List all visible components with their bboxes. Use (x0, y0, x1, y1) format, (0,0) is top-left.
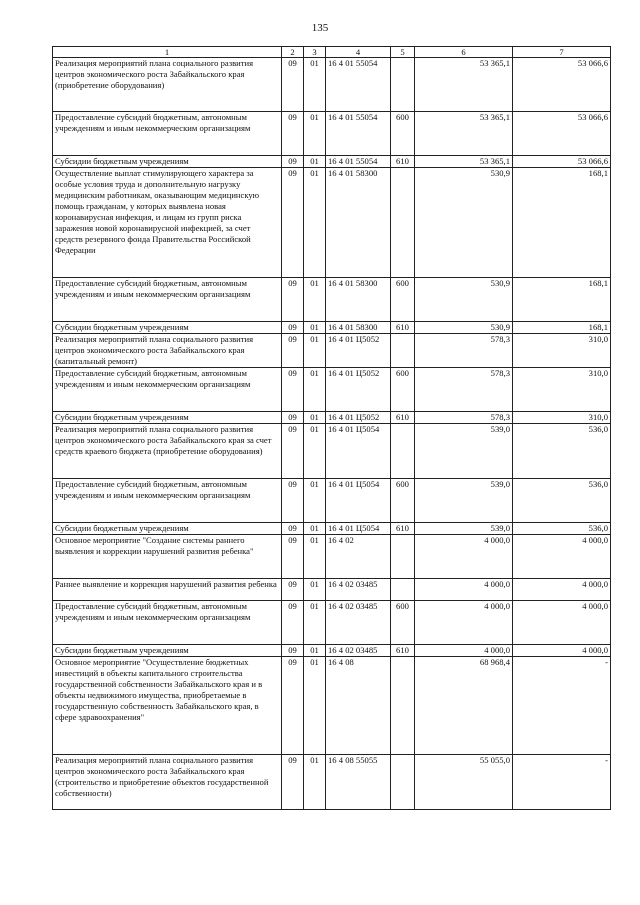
row-amount-2: 168,1 (513, 278, 611, 322)
row-expense-type: 600 (391, 112, 415, 156)
row-target-code: 16 4 02 03485 (326, 579, 391, 601)
row-amount-2: 310,0 (513, 412, 611, 424)
row-amount-2: - (513, 755, 611, 810)
row-amount-1: 53 365,1 (415, 112, 513, 156)
row-target-code: 16 4 01 Ц5052 (326, 412, 391, 424)
row-amount-2: 168,1 (513, 168, 611, 278)
table-row (53, 168, 611, 278)
row-name: Реализация мероприятий плана социального развития центров экономического роста Забайкальского края (приобретение оборудования) (53, 58, 282, 112)
row-amount-2: 53 066,6 (513, 156, 611, 168)
row-section: 09 (282, 755, 304, 810)
table-row (53, 657, 611, 755)
row-subsection: 01 (304, 657, 326, 755)
row-subsection: 01 (304, 479, 326, 523)
row-name: Реализация мероприятий плана социального развития центров экономического роста Забайкальского края (строительство и приобретение объектов государственной собственности) (53, 755, 282, 810)
row-name: Предоставление субсидий бюджетным, автономным учреждениям и иным некоммерческим организациям (53, 368, 282, 412)
table-row (53, 579, 611, 601)
row-section: 09 (282, 58, 304, 112)
row-amount-1: 530,9 (415, 322, 513, 334)
row-target-code: 16 4 01 Ц5054 (326, 424, 391, 479)
row-name: Предоставление субсидий бюджетным, автономным учреждениям и иным некоммерческим организациям (53, 278, 282, 322)
row-subsection: 01 (304, 579, 326, 601)
table-row (53, 479, 611, 523)
budget-table (52, 46, 611, 810)
row-amount-1: 4 000,0 (415, 579, 513, 601)
row-target-code: 16 4 01 58300 (326, 168, 391, 278)
row-section: 09 (282, 334, 304, 368)
row-name: Реализация мероприятий плана социального развития центров экономического роста Забайкальского края за счет средств краевого бюджета (приобретение оборудования) (53, 424, 282, 479)
header-col-1: 1 (53, 47, 282, 58)
row-expense-type: 610 (391, 156, 415, 168)
row-amount-2: 4 000,0 (513, 535, 611, 579)
header-col-6: 6 (415, 47, 513, 58)
row-name: Субсидии бюджетным учреждениям (53, 322, 282, 334)
row-section: 09 (282, 112, 304, 156)
row-target-code: 16 4 01 55054 (326, 156, 391, 168)
table-row (53, 156, 611, 168)
row-section: 09 (282, 368, 304, 412)
row-section: 09 (282, 278, 304, 322)
row-expense-type: 600 (391, 601, 415, 645)
row-target-code: 16 4 02 (326, 535, 391, 579)
row-name: Предоставление субсидий бюджетным, автономным учреждениям и иным некоммерческим организациям (53, 601, 282, 645)
row-subsection: 01 (304, 412, 326, 424)
row-expense-type: 600 (391, 479, 415, 523)
row-section: 09 (282, 156, 304, 168)
row-amount-2: 310,0 (513, 334, 611, 368)
row-name: Субсидии бюджетным учреждениям (53, 156, 282, 168)
row-name: Субсидии бюджетным учреждениям (53, 523, 282, 535)
row-section: 09 (282, 645, 304, 657)
row-expense-type: 600 (391, 278, 415, 322)
row-subsection: 01 (304, 523, 326, 535)
row-amount-2: 310,0 (513, 368, 611, 412)
row-name: Субсидии бюджетным учреждениям (53, 645, 282, 657)
row-amount-1: 4 000,0 (415, 601, 513, 645)
row-subsection: 01 (304, 278, 326, 322)
row-expense-type (391, 755, 415, 810)
row-section: 09 (282, 579, 304, 601)
row-subsection: 01 (304, 645, 326, 657)
row-target-code: 16 4 01 Ц5052 (326, 368, 391, 412)
table-row (53, 334, 611, 368)
row-subsection: 01 (304, 535, 326, 579)
row-amount-2: 4 000,0 (513, 601, 611, 645)
row-amount-2: 53 066,6 (513, 112, 611, 156)
row-target-code: 16 4 02 03485 (326, 645, 391, 657)
table-row (53, 278, 611, 322)
table-row (53, 58, 611, 112)
row-section: 09 (282, 535, 304, 579)
row-subsection: 01 (304, 601, 326, 645)
row-section: 09 (282, 479, 304, 523)
row-amount-2: 536,0 (513, 424, 611, 479)
row-amount-2: 53 066,6 (513, 58, 611, 112)
row-target-code: 16 4 01 55054 (326, 58, 391, 112)
row-section: 09 (282, 322, 304, 334)
row-section: 09 (282, 424, 304, 479)
page-number: 135 (311, 22, 329, 34)
header-col-4: 4 (326, 47, 391, 58)
row-amount-2: 4 000,0 (513, 645, 611, 657)
row-expense-type: 610 (391, 523, 415, 535)
row-expense-type (391, 579, 415, 601)
row-amount-1: 539,0 (415, 523, 513, 535)
row-section: 09 (282, 601, 304, 645)
table-row (53, 424, 611, 479)
row-amount-1: 55 055,0 (415, 755, 513, 810)
table-row (53, 601, 611, 645)
row-expense-type: 610 (391, 322, 415, 334)
row-name: Предоставление субсидий бюджетным, автономным учреждениям и иным некоммерческим организациям (53, 479, 282, 523)
row-section: 09 (282, 523, 304, 535)
row-subsection: 01 (304, 58, 326, 112)
row-expense-type: 610 (391, 645, 415, 657)
row-name: Раннее выявление и коррекция нарушений развития ребенка (53, 579, 282, 601)
row-section: 09 (282, 657, 304, 755)
row-name: Реализация мероприятий плана социального развития центров экономического роста Забайкальского края (капитальный ремонт) (53, 334, 282, 368)
table-row (53, 112, 611, 156)
row-amount-2: 4 000,0 (513, 579, 611, 601)
row-subsection: 01 (304, 168, 326, 278)
row-expense-type (391, 334, 415, 368)
row-target-code: 16 4 01 55054 (326, 112, 391, 156)
row-expense-type (391, 424, 415, 479)
table-row (53, 755, 611, 810)
row-amount-1: 53 365,1 (415, 58, 513, 112)
row-subsection: 01 (304, 322, 326, 334)
row-name: Основное мероприятие "Создание системы раннего выявления и коррекции нарушений развития ребенка" (53, 535, 282, 579)
row-amount-1: 68 968,4 (415, 657, 513, 755)
header-col-2: 2 (282, 47, 304, 58)
table-row (53, 412, 611, 424)
row-expense-type (391, 58, 415, 112)
row-amount-2: - (513, 657, 611, 755)
row-amount-1: 53 365,1 (415, 156, 513, 168)
row-amount-1: 539,0 (415, 424, 513, 479)
row-name: Осуществление выплат стимулирующего характера за особые условия труда и дополнительную нагрузку медицинским работникам, оказывающим медицинскую помощь гражданам, у которых выявлена новая коронавирусная инфекция, и лицам из групп риска заражения новой коронавирусной инфекцией, за счет средств резервного фонда Правительства Российской Федерации (53, 168, 282, 278)
row-expense-type (391, 657, 415, 755)
table-row (53, 523, 611, 535)
row-amount-1: 578,3 (415, 368, 513, 412)
row-amount-2: 536,0 (513, 479, 611, 523)
row-amount-1: 539,0 (415, 479, 513, 523)
row-amount-1: 4 000,0 (415, 645, 513, 657)
row-name: Предоставление субсидий бюджетным, автономным учреждениям и иным некоммерческим организациям (53, 112, 282, 156)
row-expense-type: 600 (391, 368, 415, 412)
row-expense-type (391, 535, 415, 579)
row-target-code: 16 4 01 58300 (326, 322, 391, 334)
row-name: Субсидии бюджетным учреждениям (53, 412, 282, 424)
row-section: 09 (282, 168, 304, 278)
row-subsection: 01 (304, 112, 326, 156)
row-section: 09 (282, 412, 304, 424)
table-row (53, 645, 611, 657)
row-amount-1: 530,9 (415, 168, 513, 278)
table-row (53, 322, 611, 334)
row-expense-type: 610 (391, 412, 415, 424)
row-amount-1: 578,3 (415, 412, 513, 424)
row-subsection: 01 (304, 424, 326, 479)
row-target-code: 16 4 01 Ц5052 (326, 334, 391, 368)
row-expense-type (391, 168, 415, 278)
row-target-code: 16 4 01 Ц5054 (326, 523, 391, 535)
row-amount-1: 530,9 (415, 278, 513, 322)
header-row (53, 47, 611, 58)
table-row (53, 535, 611, 579)
header-col-5: 5 (391, 47, 415, 58)
row-target-code: 16 4 01 58300 (326, 278, 391, 322)
row-subsection: 01 (304, 368, 326, 412)
row-target-code: 16 4 08 55055 (326, 755, 391, 810)
row-subsection: 01 (304, 156, 326, 168)
row-subsection: 01 (304, 755, 326, 810)
row-subsection: 01 (304, 334, 326, 368)
row-amount-2: 536,0 (513, 523, 611, 535)
row-amount-1: 4 000,0 (415, 535, 513, 579)
row-amount-2: 168,1 (513, 322, 611, 334)
row-target-code: 16 4 02 03485 (326, 601, 391, 645)
table-row (53, 368, 611, 412)
header-col-7: 7 (513, 47, 611, 58)
row-amount-1: 578,3 (415, 334, 513, 368)
row-target-code: 16 4 08 (326, 657, 391, 755)
row-name: Основное мероприятие "Осуществление бюджетных инвестиций в объекты капитального строительства государственной собственности Забайкальского края и в объекты недвижимого имущества, приобретаемые в государственную собственность Забайкальского края, в сфере здравоохранения" (53, 657, 282, 755)
row-target-code: 16 4 01 Ц5054 (326, 479, 391, 523)
header-col-3: 3 (304, 47, 326, 58)
